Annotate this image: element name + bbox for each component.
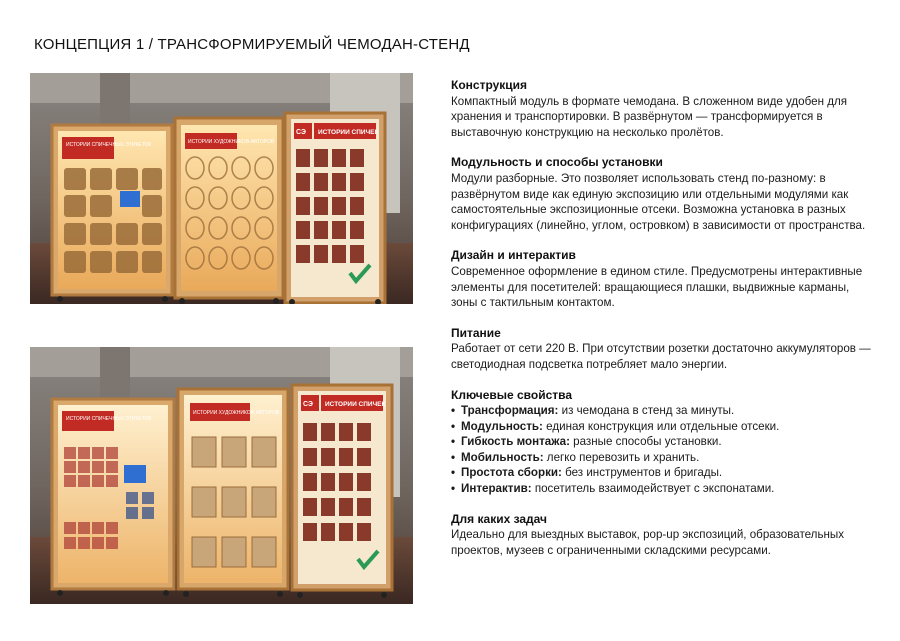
list-item	[451, 481, 871, 497]
sign-middle: ИСТОРИИ ХУДОЖНИКОВ-АВТОРОВ	[193, 410, 280, 416]
section-power	[451, 326, 871, 373]
section-body: Работает от сети 220 В. При отсутствии розетки достаточно аккумуляторов — светодиодная подсветка потребляет мало энергии.	[451, 342, 871, 371]
section-tasks	[451, 512, 871, 559]
property-desc: посетитель взаимодействует с экспонатами.	[531, 482, 775, 496]
section-heading: Дизайн и интерактив	[451, 248, 576, 263]
key-properties-list	[451, 403, 871, 497]
section-modularity	[451, 155, 871, 233]
section-body: Современное оформление в едином стиле. Предусмотрены интерактивные элементы для посетителей: вращающиеся плашки, выдвижные карманы, зоны с тактильным контактом.	[451, 264, 863, 310]
sign-left: ИСТОРИИ СПИЧЕЧНЫХ ЭТИКЕТОК	[66, 142, 152, 148]
section-heading: Модульность и способы установки	[451, 155, 663, 170]
list-item	[451, 419, 871, 435]
property-term: Гибкость монтажа:	[461, 435, 570, 449]
property-desc: разные способы установки.	[569, 435, 722, 449]
list-item	[451, 450, 871, 466]
property-term: Простота сборки:	[461, 466, 562, 480]
logo-text: СЭ	[296, 129, 306, 136]
property-desc: из чемодана в стенд за минуты.	[558, 404, 735, 418]
list-item	[451, 434, 871, 450]
description-column	[451, 78, 871, 573]
property-term: Мобильность:	[461, 450, 544, 464]
property-term: Модульность:	[461, 419, 543, 433]
stand-photo-illustration	[30, 347, 413, 604]
section-key-properties	[451, 388, 871, 497]
stand-photo-unfolded	[30, 73, 413, 304]
property-term: Трансформация:	[461, 404, 559, 418]
section-heading: Конструкция	[451, 78, 528, 92]
list-item	[451, 403, 871, 419]
stand-photo-interactive	[30, 347, 413, 604]
property-desc: легко перевозить и хранить.	[543, 450, 700, 464]
section-body: Компактный модуль в формате чемодана. В сложенном виде удобен для хранения и транспортировки. В развёрнутом — трансформируется в выставочную конструкцию на несколько пролётов.	[451, 94, 848, 139]
section-heading: Питание	[451, 325, 501, 340]
section-heading: Для каких задач	[451, 511, 548, 526]
sign-left: ИСТОРИИ СПИЧЕЧНЫХ ЭТИКЕТОК	[66, 416, 152, 422]
list-item	[451, 465, 871, 481]
page-title: КОНЦЕПЦИЯ 1 / ТРАНСФОРМИРУЕМЫЙ ЧЕМОДАН-СТЕНД	[34, 36, 470, 53]
sign-right: ИСТОРИИ СПИЧЕК	[325, 401, 386, 408]
section-construction	[451, 78, 871, 140]
property-desc: единая конструкция или отдельные отсеки.	[542, 419, 780, 433]
sign-right: ИСТОРИИ СПИЧЕК	[318, 129, 379, 136]
property-term: Интерактив:	[461, 482, 532, 496]
property-desc: без инструментов и бригады.	[561, 466, 723, 480]
section-design	[451, 248, 871, 310]
section-body: Модули разборные. Это позволяет использовать стенд по-разному: в развёрнутом виде как единую экспозицию или отдельными модулями как самостоятельные экспозиционные отсеки. Возможна установка в разных конфигурациях (линейно, углом, островком) в зависимости от пространства.	[451, 171, 866, 232]
sign-middle: ИСТОРИИ ХУДОЖНИКОВ-АВТОРОВ	[188, 139, 275, 145]
section-heading: Ключевые свойства	[451, 387, 573, 402]
stand-photo-illustration	[30, 73, 413, 304]
section-body: Идеально для выездных выставок, pop-up экспозиций, образовательных проектов, музеев с ограниченными складскими ресурсами.	[451, 528, 845, 557]
logo-text: СЭ	[303, 401, 313, 408]
